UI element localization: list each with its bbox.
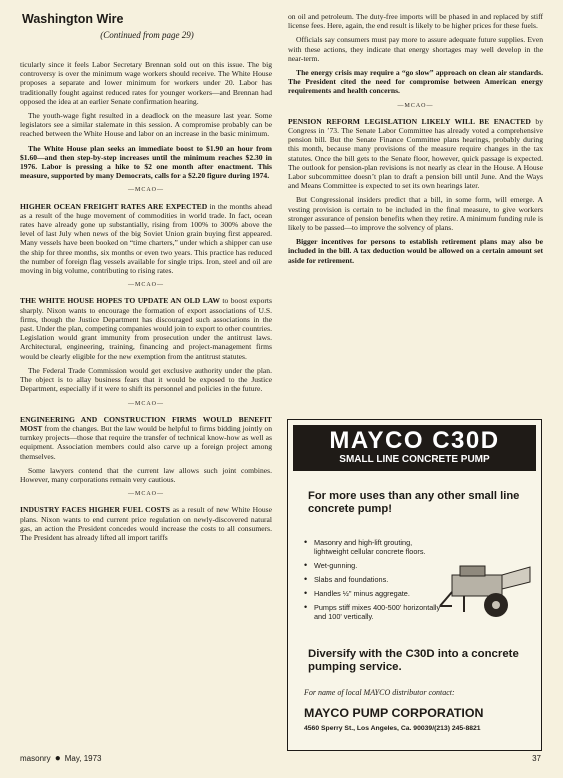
ad-address: 4560 Sperry St., Los Angeles, Ca. 90039/(213) 245-8821	[304, 725, 481, 732]
paragraph: Some lawyers contend that the current law allows such joint combines. However, many corporations remain very cautious.	[20, 465, 272, 484]
left-column	[20, 60, 272, 547]
footer-date: May, 1973	[64, 754, 102, 763]
separator: —MCAO—	[127, 400, 164, 407]
ad-contact-line: For name of local MAYCO distributor contact:	[304, 688, 455, 697]
news-item-body: to boost exports sharply. Nixon wants to encourage the formation of export associations of U.S. firms, though the Justice Department has discouraged such associations in the past. Under the plan, competing companies would join to export to other countries. Legislation would grant immunity from prosecution under the antitrust laws. Architectural, engineering, training, financing and project-management firms would be clearly eligible for the new exemption from the antitrust statutes.	[20, 296, 273, 361]
news-item-body: as a result of new White House plans. Nixon wants to end current price regulation on newly-discovered natural gas, an action the President concedes would increase the costs to all consumers. The President has already lifted all import tariffs	[20, 505, 273, 542]
page-footer	[20, 753, 541, 764]
ad-brand: MAYCO C30D	[329, 427, 500, 454]
paragraph: Bigger incentives for persons to establish retirement plans may also be included in the bill. A tax deduction would be allowed on a certain amount set aside for retirement.	[288, 237, 543, 265]
ad-subtitle: SMALL LINE CONCRETE PUMP	[339, 454, 490, 465]
concrete-pump-illustration	[438, 548, 538, 626]
mayco-advertisement	[287, 419, 542, 751]
paragraph: The youth-wage fight resulted in a deadlock on the measure last year. Some legislators see a similar stalemate in this session. A compromise probably can be reached between the White House and labor on an increase in the basic minimum.	[20, 111, 272, 139]
paragraph: But Congressional insiders predict that a bill, in some form, will emerge. A vesting provision is certain to be included in the final measure, to give workers stronger assurance of pension benefits when they retire. A minimum funding rule is likely to be passed—to improve the solvency of plans.	[288, 195, 543, 233]
ad-feature: • Wet-gunning.	[304, 561, 444, 570]
ad-slogan: Diversify with the C30D into a concrete pumping service.	[308, 648, 519, 673]
paragraph: The Federal Trade Commission would get exclusive authority under the plan. The object is to allay business fears that it would be exposed to the Justice Department, especially if it were to shift its personnel and policies in the future.	[20, 365, 272, 394]
footer-publication-line	[20, 753, 102, 764]
ad-headline: For more uses than any other small line concrete pump!	[308, 490, 520, 515]
separator: —MCAO—	[127, 282, 164, 289]
ad-banner	[293, 425, 536, 471]
separator: —MCAO—	[127, 187, 164, 194]
ad-feature: • Masonry and high-lift grouting, lightweight cellular concrete floors.	[304, 538, 444, 556]
news-item-heading: HIGHER OCEAN FREIGHT RATES ARE EXPECTED	[20, 201, 208, 211]
right-column	[288, 12, 543, 270]
continued-note: (Continued from page 29)	[100, 30, 194, 40]
footer-separator-dot: ●	[54, 753, 61, 764]
ad-feature: • Slabs and foundations.	[304, 575, 444, 584]
paragraph: ticularly since it feels Labor Secretary Brennan sold out on this issue. The big controversy is over the minimum wage workers should receive. The White House proposes a separate and lower minimum for workers under 20. Labor has traditionally fought against reduced rates for younger workers—and Brennan had opposed the idea at an earlier Senate confirmation hearing.	[20, 60, 272, 106]
section-title: Washington Wire	[22, 12, 124, 26]
news-item	[20, 505, 272, 542]
ad-feature-list	[304, 538, 444, 626]
paragraph: Officials say consumers must pay more to assure adequate future supplies. Even with these actions, they indicate that energy shortages may well develop in the near-term.	[288, 35, 543, 63]
news-item-heading: PENSION REFORM LEGISLATION LIKELY WILL BE ENACTED	[288, 116, 531, 126]
news-item-body: by Congress in ’73. The Senate Labor Committee has already voted a comprehensive pension bill. But the Senate Finance Committee plans hearings, probably during this month, because many provisions of the measure require changes in the tax statutes. Once the bill gets to the Senate floor, however, quick passage is expected. The outlook for pension-plan revisions is not nearly as clear in the House. A House Labor subcommittee doesn’t plan to draft a pension bill until June. And the Ways and Means Committee is expected to set its own hearings later.	[288, 116, 543, 191]
footer-publication: masonry	[20, 754, 51, 763]
news-item	[20, 202, 272, 276]
news-item	[288, 117, 543, 191]
news-item-heading: INDUSTRY FACES HIGHER FUEL COSTS	[20, 505, 171, 515]
news-item	[20, 296, 272, 360]
paragraph: The White House plan seeks an immediate boost to $1.90 an hour from $1.60—and then step-by-step increases until the minimum reaches $2.30 in 1976. Labor is pressing a hike to $2 one month after enactment. This measure, supported by many Democrats, calls for a $2.20 figure during 1974.	[20, 143, 272, 181]
news-item-heading: THE WHITE HOUSE HOPES TO UPDATE AN OLD LAW	[20, 296, 220, 306]
ad-feature: • Pumps stiff mixes 400-500' horizontally and 100' vertically.	[304, 603, 444, 621]
ad-feature: • Handles ½" minus aggregate.	[304, 589, 444, 598]
ad-company-name: MAYCO PUMP CORPORATION	[304, 706, 484, 720]
news-item	[20, 415, 272, 461]
news-item-body: in the months ahead as a result of the huge movement of commodities in world trade. In fact, ocean rates have already gone up substantially, rising from 100% to 300% above the level of last July when news of the big Soviet Union grain buying first appeared. Many vessels have been booked on “time charters,” under which a shipper can use the ship for three months, six months or even two years. This practice has reduced the number of foreign flag vessels available for single trips. Iron, steel and oil are moving in big volume, contributing to rising rates.	[20, 201, 272, 276]
separator: —MCAO—	[397, 102, 434, 109]
news-item-body: from the changes. But the law would be helpful to firms bidding jointly on turnkey projects—those that require the transfer of technical know-how as well as equipment. Association members could also carve up a foreign project among themselves.	[20, 423, 272, 461]
page-header	[22, 12, 272, 40]
news-item-heading: ENGINEERING AND CONSTRUCTION FIRMS WOULD BENEFIT MOST	[20, 414, 272, 433]
paragraph: The energy crisis may require a “go slow” approach on clean air standards. The President cited the need for compromise between American energy requirements and health concerns.	[288, 68, 543, 96]
separator: —MCAO—	[127, 491, 164, 498]
paragraph: on oil and petroleum. The duty-free imports will be phased in and replaced by stiff license fees. Here, again, the end result is likely to be higher prices for these fuels.	[288, 12, 543, 31]
page-number: 37	[532, 754, 541, 763]
